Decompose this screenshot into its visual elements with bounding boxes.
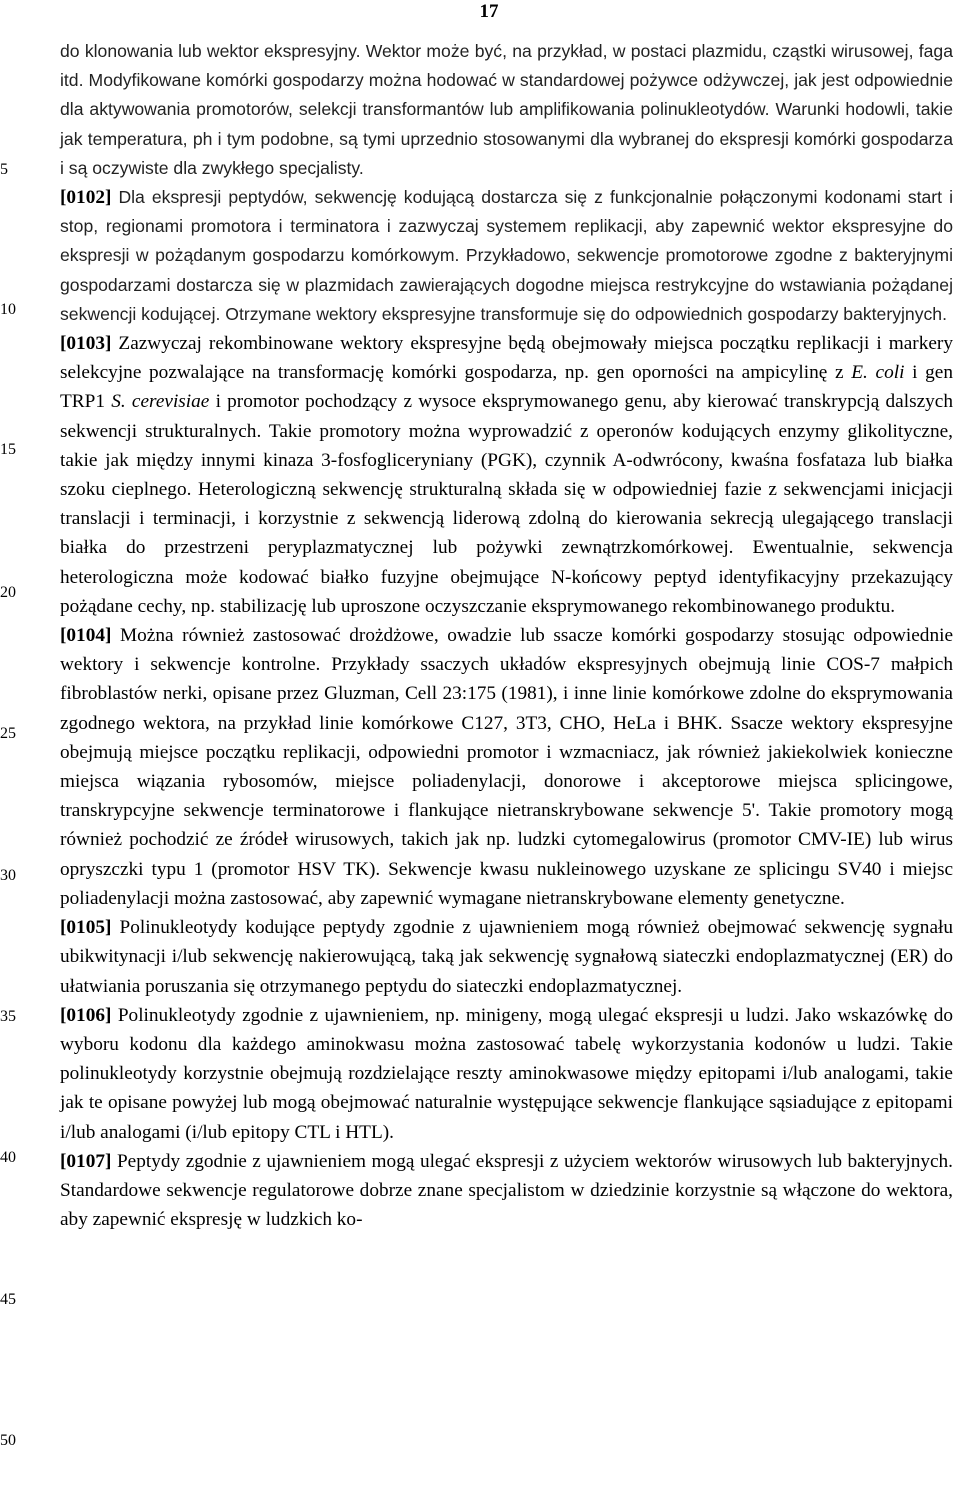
paragraph-text: Można również zastosować drożdżowe, owadzie lub ssacze komórki gospodarzy stosując odpowiednie wektory i sekwencje kontrolne. Przykłady ssaczych układów ekspresyjnych obejmują linie COS-7 małpich fibroblastów nerki, opisane przez Gluzman, Cell 23:175 (1981), i inne linie komórkowe zdolne do eksprymowania zgodnego wektora, na przykład linie komórkowe C127, 3T3, CHO, HeLa i BHK. Ssacze wektory ekspresyjne obejmują miejsce początku replikacji, odpowiedni promotor i wzmacniacz, jak również jakiekolwiek konieczne miejsca wiązania rybosomów, miejsce poliadenylacji, donorowe i akceptorowe miejsca splicingowe, transkrypcyjne sekwencje terminatorowe i flankujące nietranskrybowane sekwencje 5'. Takie promotory mogą również pochodzić ze źródeł wirusowych, takich jak np. ludzki cytomegalowirus (promotor CMV-IE) lub wirus opryszczki typu 1 (promotor HSV TK). Sekwencje kwasu nukleinowego uzyskane ze splicingu SV40 i miejsc poliadenylacji można zastosować, aby zapewnić wymagane nietranskrybowane elementy genetyczne. bbox=[60, 625, 953, 909]
paragraph-0105 bbox=[60, 913, 953, 1001]
line-number: 40 bbox=[0, 1149, 16, 1166]
paragraph-text: i gen TRP1 bbox=[60, 362, 953, 413]
document-body bbox=[60, 37, 953, 1234]
paragraph-tag: [0107] bbox=[60, 1150, 112, 1172]
paragraph-0103 bbox=[60, 329, 953, 621]
line-number: 30 bbox=[0, 867, 16, 884]
line-number: 15 bbox=[0, 441, 16, 458]
paragraph-tag: [0103] bbox=[60, 333, 112, 355]
line-number: 50 bbox=[0, 1432, 16, 1449]
paragraph-0107 bbox=[60, 1147, 953, 1235]
line-number: 10 bbox=[0, 301, 16, 318]
line-number: 45 bbox=[0, 1291, 16, 1308]
paragraph-text: Dla ekspresji peptydów, sekwencję kodującą dostarcza się z funkcjonalnie połączonymi kodonami start i stop, regionami promotora i terminatora i zazwyczaj systemem replikacji, aby zapewnić wektor ekspresyjne do ekspresji w pożądanym gospodarzu komórkowym. Przykładowo, sekwencje promotorowe zgodne z bakteryjnymi gospodarzami dostarcza się w plazmidach zawierających dogodne miejsca restrykcyjne do wstawiania pożądanej sekwencji kodującej. Otrzymane wektory ekspresyjne transformuje się do odpowiednich gospodarzy bakteryjnych. bbox=[60, 187, 953, 324]
species-name: E. coli bbox=[851, 362, 905, 384]
line-number: 20 bbox=[0, 584, 16, 601]
line-number: 5 bbox=[0, 161, 8, 178]
paragraph-text: do klonowania lub wektor ekspresyjny. Wektor może być, na przykład, w postaci plazmidu, cząstki wirusowej, faga itd. Modyfikowane komórki gospodarzy można hodować w standardowej pożywce odżywczej, jak jest odpowiednie dla aktywowania promotorów, selekcji transformantów lub amplifikowania polinukleotydów. Warunki hodowli, takie jak temperatura, ph i tym podobne, są tymi uprzednio stosowanymi dla wybranej do ekspresji komórki gospodarza i są oczywiste dla zwykłego specjalisty. bbox=[60, 41, 953, 178]
paragraph-text: Peptydy zgodnie z ujawnieniem mogą ulegać ekspresji z użyciem wektorów wirusowych lub bakteryjnych. Standardowe sekwencje regulatorowe dobrze znane specjalistom w dziedzinie korzystnie są włączone do wektora, aby zapewnić ekspresję w ludzkich ko- bbox=[60, 1150, 953, 1231]
paragraph bbox=[60, 37, 953, 183]
line-number-gutter bbox=[0, 0, 30, 1511]
paragraph-0106 bbox=[60, 1001, 953, 1147]
line-number: 35 bbox=[0, 1008, 16, 1025]
paragraph-0102 bbox=[60, 183, 953, 329]
paragraph-text: Polinukleotydy zgodnie z ujawnieniem, np. minigeny, mogą ulegać ekspresji u ludzi. Jako wskazówkę do wyboru kodonu dla każdego aminokwasu można zastosować tabelę wykorzystania kodonów u ludzi. Takie polinukleotydy korzystnie obejmują rozdzielające reszty aminokwasowe między epitopami i/lub analogami, takie jak te opisane powyżej lub mogą obejmować naturalnie występujące sekwencje flankujące sąsiadujące z epitopami i/lub analogami (i/lub epitopy CTL i HTL). bbox=[60, 1004, 953, 1143]
page-number: 17 bbox=[479, 1, 499, 22]
paragraph-tag: [0104] bbox=[60, 625, 112, 647]
paragraph-tag: [0106] bbox=[60, 1004, 112, 1026]
paragraph-tag: [0105] bbox=[60, 917, 112, 939]
line-number: 25 bbox=[0, 725, 16, 742]
paragraph-text: Polinukleotydy kodujące peptydy zgodnie z ujawnieniem mogą również obejmować sekwencję sygnału ubikwitynacji i/lub sekwencję nakierowującą, taką jak sekwencję sygnałową siateczki endoplazmatycznej (ER) do ułatwiania poruszania się otrzymanego peptydu do siateczki endoplazmatycznej. bbox=[60, 917, 953, 997]
paragraph-tag: [0102] bbox=[60, 187, 112, 209]
paragraph-text: i promotor pochodzący z wysoce eksprymowanego genu, aby kierować transkrypcją dalszych sekwencji strukturalnych. Takie promotory można wyprowadzić z operonów kodujących enzymy glikolityczne, takie jak między innymi kinaza 3-fosfogliceryniany (PGK), czynnik A-odwrócony, kwaśna fosfataza lub białka szoku cieplnego. Heterologiczną sekwencję strukturalną składa się w odpowiedniej fazie z sekwencjami inicjacji translacji i terminacji, i korzystnie z sekwencją liderową zdolną do kierowania sekrecją ulegającego translacji białka do przestrzeni peryplazmatycznej lub pożywki zewnątrzkomórkowej. Ewentualnie, sekwencja heterologiczna może kodować białko fuzyjne obejmujące N-końcowy peptyd identyfikacyjny przekazujący pożądane cechy, np. stabilizację lub uproszone oczyszczanie eksprymowanego rekombinowanego produktu. bbox=[60, 391, 953, 617]
paragraph-0104 bbox=[60, 621, 953, 913]
paragraph-text: Zazwyczaj rekombinowane wektory ekspresyjne będą obejmowały miejsca początku replikacji i markery selekcyjne pozwalające na transformację komórki gospodarza, np. gen oporności na ampicylinę z bbox=[60, 333, 953, 384]
species-name: S. cerevisiae bbox=[111, 391, 210, 413]
